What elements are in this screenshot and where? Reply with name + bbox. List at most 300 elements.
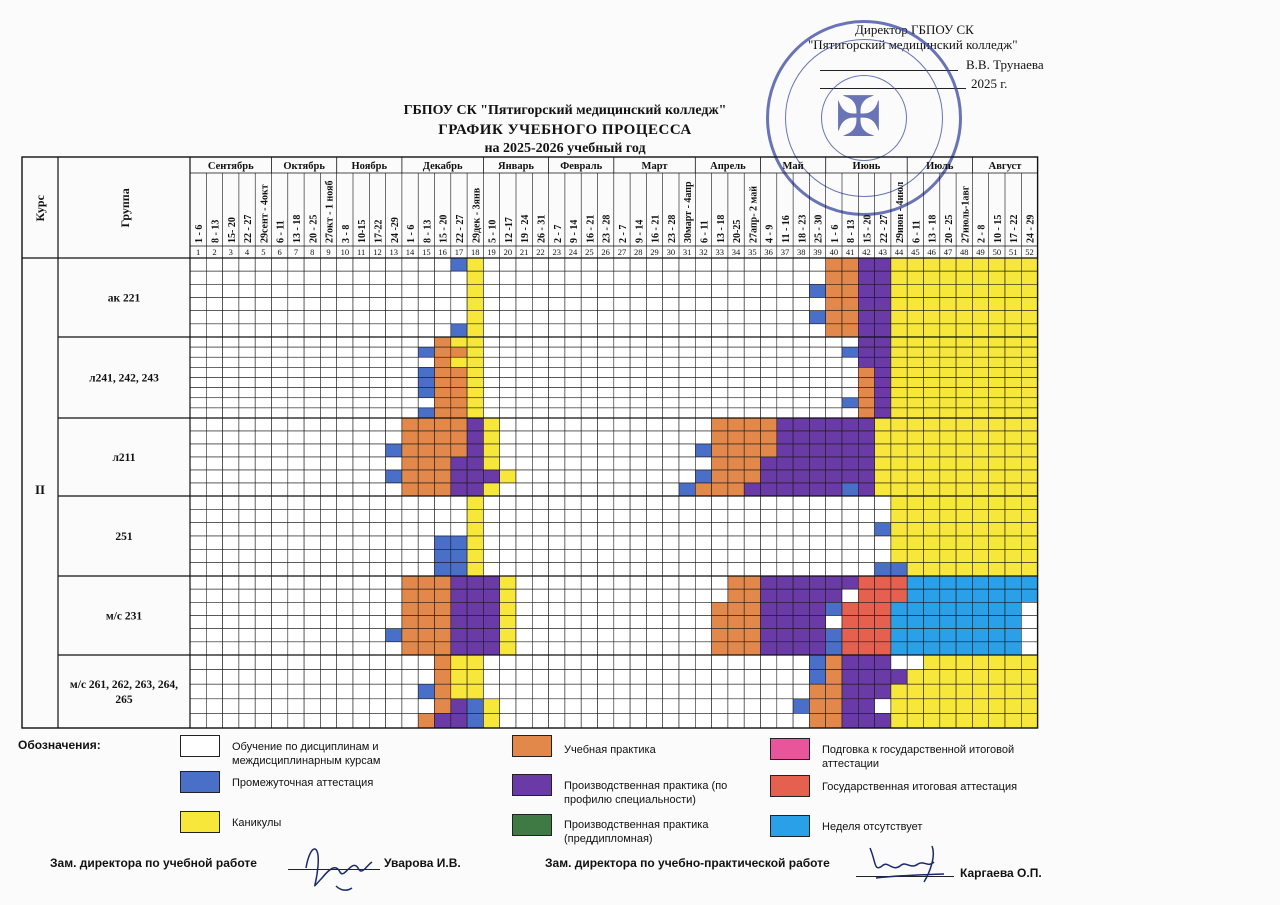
schedule-cell (467, 670, 483, 685)
schedule-cell (190, 509, 206, 522)
schedule-cell (337, 576, 353, 589)
schedule-cell (598, 298, 614, 311)
schedule-cell (369, 337, 385, 347)
schedule-cell (646, 298, 662, 311)
schedule-cell (532, 408, 548, 418)
schedule-cell (907, 444, 923, 457)
schedule-cell (369, 563, 385, 576)
schedule-cell (777, 324, 793, 337)
schedule-cell (712, 457, 728, 470)
schedule-cell (907, 713, 923, 728)
schedule-cell (875, 699, 891, 714)
schedule-cell (598, 629, 614, 642)
week-number: 14 (405, 247, 415, 257)
schedule-cell (1005, 457, 1021, 470)
schedule-cell (288, 324, 304, 337)
schedule-cell (320, 357, 336, 367)
schedule-cell (875, 642, 891, 655)
schedule-cell (744, 509, 760, 522)
period-label: 13 - 18 (927, 214, 939, 243)
schedule-cell (516, 378, 532, 388)
schedule-cell (239, 602, 255, 615)
week-number: 42 (862, 247, 871, 257)
month-label: Июль (926, 161, 954, 172)
schedule-cell (695, 509, 711, 522)
schedule-cell (223, 549, 239, 562)
schedule-cell (875, 357, 891, 367)
schedule-cell (402, 284, 418, 297)
week-number: 39 (813, 247, 822, 257)
schedule-cell (337, 347, 353, 357)
schedule-cell (598, 523, 614, 536)
schedule-cell (435, 378, 451, 388)
schedule-cell (223, 509, 239, 522)
schedule-cell (255, 431, 271, 444)
schedule-cell (842, 408, 858, 418)
schedule-cell (875, 713, 891, 728)
schedule-cell (858, 684, 874, 699)
schedule-cell (304, 713, 320, 728)
schedule-cell (353, 470, 369, 483)
schedule-cell (924, 388, 940, 398)
schedule-cell (1021, 357, 1037, 367)
schedule-cell (369, 258, 385, 271)
schedule-cell (679, 388, 695, 398)
schedule-cell (972, 549, 988, 562)
schedule-cell (402, 311, 418, 324)
week-number: 43 (878, 247, 887, 257)
schedule-cell (565, 602, 581, 615)
schedule-cell (435, 616, 451, 629)
schedule-cell (630, 483, 646, 496)
schedule-cell (239, 398, 255, 408)
schedule-cell (728, 324, 744, 337)
schedule-cell (761, 536, 777, 549)
schedule-cell (907, 589, 923, 602)
month-label: Февраль (560, 161, 603, 172)
schedule-cell (565, 324, 581, 337)
schedule-cell (1005, 398, 1021, 408)
schedule-cell (418, 642, 434, 655)
schedule-cell (989, 347, 1005, 357)
period-label: 20 - 25 (943, 214, 955, 243)
week-number: 35 (748, 247, 757, 257)
schedule-cell (646, 713, 662, 728)
schedule-cell (206, 523, 222, 536)
schedule-cell (337, 670, 353, 685)
schedule-cell (483, 444, 499, 457)
schedule-cell (402, 589, 418, 602)
schedule-cell (532, 357, 548, 367)
schedule-cell (663, 398, 679, 408)
schedule-cell (190, 523, 206, 536)
schedule-cell (239, 563, 255, 576)
schedule-cell (353, 509, 369, 522)
schedule-cell (565, 311, 581, 324)
schedule-cell (809, 357, 825, 367)
schedule-cell (532, 684, 548, 699)
schedule-cell (565, 271, 581, 284)
schedule-cell (418, 713, 434, 728)
schedule-cell (467, 699, 483, 714)
schedule-cell (940, 271, 956, 284)
schedule-cell (255, 684, 271, 699)
schedule-cell (940, 496, 956, 509)
schedule-cell (809, 684, 825, 699)
schedule-cell (663, 324, 679, 337)
schedule-cell (190, 298, 206, 311)
schedule-cell (614, 457, 630, 470)
schedule-cell (663, 378, 679, 388)
schedule-cell (467, 483, 483, 496)
schedule-cell (272, 431, 288, 444)
schedule-cell (989, 398, 1005, 408)
week-number: 44 (894, 247, 904, 257)
schedule-cell (989, 713, 1005, 728)
schedule-cell (223, 699, 239, 714)
schedule-cell (907, 284, 923, 297)
schedule-cell (646, 536, 662, 549)
schedule-cell (630, 357, 646, 367)
schedule-cell (206, 509, 222, 522)
period-label: 16 - 21 (650, 214, 662, 243)
schedule-cell (924, 337, 940, 347)
schedule-cell (695, 298, 711, 311)
schedule-cell (907, 418, 923, 431)
schedule-cell (630, 563, 646, 576)
schedule-cell (956, 367, 972, 377)
schedule-cell (353, 684, 369, 699)
schedule-cell (565, 398, 581, 408)
schedule-cell (288, 271, 304, 284)
schedule-cell (663, 549, 679, 562)
schedule-cell (288, 357, 304, 367)
schedule-cell (288, 378, 304, 388)
schedule-cell (386, 337, 402, 347)
schedule-cell (304, 457, 320, 470)
schedule-cell (500, 347, 516, 357)
schedule-cell (581, 616, 597, 629)
schedule-cell (875, 298, 891, 311)
schedule-cell (826, 324, 842, 337)
schedule-cell (467, 536, 483, 549)
schedule-cell (695, 523, 711, 536)
week-number: 20 (503, 247, 513, 257)
schedule-cell (793, 311, 809, 324)
schedule-cell (1005, 271, 1021, 284)
schedule-cell (337, 496, 353, 509)
schedule-cell (369, 655, 385, 670)
schedule-cell (206, 444, 222, 457)
schedule-cell (972, 311, 988, 324)
schedule-cell (223, 563, 239, 576)
schedule-cell (1021, 684, 1037, 699)
schedule-cell (663, 684, 679, 699)
schedule-cell (500, 655, 516, 670)
schedule-cell (875, 324, 891, 337)
schedule-cell (483, 337, 499, 347)
schedule-cell (206, 616, 222, 629)
schedule-cell (1005, 357, 1021, 367)
schedule-cell (924, 470, 940, 483)
schedule-cell (500, 457, 516, 470)
schedule-cell (907, 367, 923, 377)
schedule-cell (304, 589, 320, 602)
period-label: 8 - 13 (846, 219, 858, 243)
schedule-cell (435, 457, 451, 470)
schedule-cell (809, 483, 825, 496)
schedule-cell (320, 457, 336, 470)
schedule-cell (239, 523, 255, 536)
schedule-cell (304, 311, 320, 324)
schedule-cell (467, 284, 483, 297)
schedule-cell (516, 699, 532, 714)
schedule-cell (190, 347, 206, 357)
schedule-cell (858, 388, 874, 398)
schedule-cell (679, 629, 695, 642)
schedule-cell (386, 357, 402, 367)
schedule-cell (500, 616, 516, 629)
schedule-cell (744, 655, 760, 670)
schedule-cell (695, 699, 711, 714)
schedule-cell (907, 470, 923, 483)
schedule-cell (809, 629, 825, 642)
schedule-cell (500, 367, 516, 377)
approval-line1: Директор ГБПОУ СК (855, 22, 974, 37)
schedule-cell (809, 347, 825, 357)
week-number: 37 (780, 247, 790, 257)
schedule-cell (793, 408, 809, 418)
schedule-cell (418, 602, 434, 615)
schedule-cell (907, 298, 923, 311)
schedule-cell (500, 713, 516, 728)
schedule-cell (565, 699, 581, 714)
schedule-cell (483, 258, 499, 271)
schedule-cell (451, 347, 467, 357)
week-number: 49 (976, 247, 985, 257)
kurs-value: II (34, 482, 46, 497)
legend-swatch-industrial-practice (512, 774, 552, 796)
schedule-cell (369, 509, 385, 522)
schedule-cell (956, 408, 972, 418)
schedule-cell (435, 347, 451, 357)
schedule-cell (777, 496, 793, 509)
schedule-cell (695, 367, 711, 377)
schedule-cell (663, 483, 679, 496)
schedule-cell (451, 298, 467, 311)
schedule-cell (1021, 536, 1037, 549)
schedule-cell (858, 699, 874, 714)
schedule-cell (1021, 431, 1037, 444)
period-label: 1 - 6 (406, 224, 418, 243)
schedule-cell (858, 549, 874, 562)
schedule-cell (255, 576, 271, 589)
schedule-cell (826, 431, 842, 444)
schedule-cell (239, 483, 255, 496)
schedule-cell (304, 616, 320, 629)
schedule-cell (875, 655, 891, 670)
schedule-cell (402, 642, 418, 655)
schedule-cell (956, 496, 972, 509)
schedule-cell (858, 258, 874, 271)
schedule-cell (532, 655, 548, 670)
schedule-cell (989, 357, 1005, 367)
schedule-cell (581, 298, 597, 311)
schedule-cell (826, 589, 842, 602)
schedule-cell (565, 378, 581, 388)
schedule-cell (304, 367, 320, 377)
schedule-cell (255, 324, 271, 337)
schedule-cell (272, 444, 288, 457)
schedule-cell (190, 271, 206, 284)
schedule-cell (777, 357, 793, 367)
schedule-cell (940, 616, 956, 629)
schedule-cell (826, 298, 842, 311)
schedule-cell (565, 713, 581, 728)
schedule-cell (646, 311, 662, 324)
schedule-cell (940, 563, 956, 576)
schedule-cell (728, 536, 744, 549)
schedule-cell (809, 378, 825, 388)
schedule-cell (728, 298, 744, 311)
schedule-cell (712, 483, 728, 496)
schedule-cell (989, 337, 1005, 347)
schedule-cell (565, 589, 581, 602)
schedule-cell (614, 549, 630, 562)
schedule-cell (483, 324, 499, 337)
schedule-cell (337, 642, 353, 655)
schedule-cell (924, 576, 940, 589)
schedule-cell (402, 576, 418, 589)
schedule-cell (272, 258, 288, 271)
week-number: 45 (911, 247, 920, 257)
schedule-cell (386, 470, 402, 483)
schedule-cell (826, 378, 842, 388)
schedule-cell (598, 602, 614, 615)
schedule-cell (712, 563, 728, 576)
schedule-cell (223, 337, 239, 347)
schedule-cell (761, 589, 777, 602)
schedule-cell (826, 457, 842, 470)
schedule-cell (793, 616, 809, 629)
schedule-cell (924, 684, 940, 699)
signature-left-name: Уварова И.В. (384, 856, 461, 870)
schedule-cell (777, 284, 793, 297)
schedule-cell (875, 684, 891, 699)
schedule-cell (989, 496, 1005, 509)
schedule-cell (679, 509, 695, 522)
schedule-cell (288, 398, 304, 408)
schedule-cell (679, 324, 695, 337)
schedule-cell (565, 523, 581, 536)
group-label: 265 (115, 694, 133, 706)
schedule-cell (337, 431, 353, 444)
schedule-cell (255, 337, 271, 347)
schedule-cell (989, 629, 1005, 642)
schedule-cell (695, 337, 711, 347)
schedule-cell (206, 642, 222, 655)
month-label: Апрель (710, 161, 746, 172)
schedule-cell (989, 311, 1005, 324)
schedule-cell (598, 670, 614, 685)
schedule-cell (907, 642, 923, 655)
schedule-cell (826, 602, 842, 615)
schedule-cell (288, 576, 304, 589)
schedule-cell (989, 388, 1005, 398)
schedule-cell (500, 536, 516, 549)
schedule-cell (206, 367, 222, 377)
schedule-cell (532, 699, 548, 714)
schedule-cell (255, 509, 271, 522)
schedule-cell (451, 563, 467, 576)
schedule-cell (320, 311, 336, 324)
schedule-cell (223, 483, 239, 496)
schedule-cell (402, 357, 418, 367)
schedule-cell (940, 589, 956, 602)
schedule-cell (924, 431, 940, 444)
schedule-cell (712, 496, 728, 509)
schedule-cell (924, 642, 940, 655)
schedule-cell (809, 457, 825, 470)
schedule-cell (288, 549, 304, 562)
schedule-cell (239, 655, 255, 670)
schedule-cell (891, 298, 907, 311)
schedule-cell (565, 444, 581, 457)
schedule-cell (972, 388, 988, 398)
schedule-cell (744, 357, 760, 367)
schedule-cell (500, 509, 516, 522)
schedule-cell (435, 470, 451, 483)
schedule-cell (483, 483, 499, 496)
week-number: 38 (797, 247, 806, 257)
schedule-cell (728, 629, 744, 642)
schedule-cell (956, 311, 972, 324)
schedule-cell (695, 576, 711, 589)
schedule-cell (858, 536, 874, 549)
schedule-cell (842, 713, 858, 728)
schedule-cell (337, 258, 353, 271)
schedule-cell (272, 284, 288, 297)
schedule-cell (744, 602, 760, 615)
schedule-cell (630, 444, 646, 457)
schedule-cell (924, 398, 940, 408)
schedule-cell (239, 616, 255, 629)
legend-label-training-practice: Учебная практика (564, 744, 656, 756)
schedule-cell (695, 311, 711, 324)
schedule-cell (679, 684, 695, 699)
schedule-cell (940, 713, 956, 728)
schedule-cell (565, 367, 581, 377)
schedule-cell (272, 418, 288, 431)
schedule-cell (598, 388, 614, 398)
schedule-cell (891, 589, 907, 602)
schedule-cell (532, 367, 548, 377)
schedule-cell (630, 398, 646, 408)
schedule-cell (972, 576, 988, 589)
schedule-cell (435, 655, 451, 670)
schedule-cell (418, 431, 434, 444)
schedule-cell (598, 642, 614, 655)
schedule-cell (337, 378, 353, 388)
schedule-cell (630, 418, 646, 431)
schedule-cell (500, 324, 516, 337)
schedule-cell (598, 431, 614, 444)
schedule-cell (467, 684, 483, 699)
schedule-cell (663, 576, 679, 589)
schedule-cell (386, 563, 402, 576)
schedule-cell (272, 589, 288, 602)
schedule-cell (565, 536, 581, 549)
